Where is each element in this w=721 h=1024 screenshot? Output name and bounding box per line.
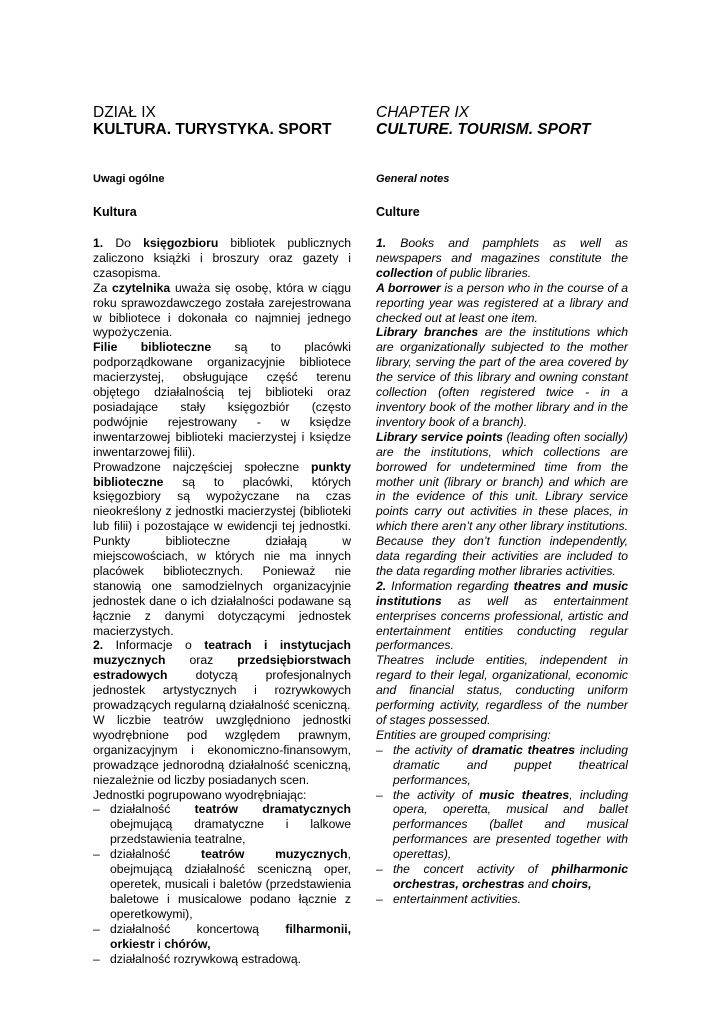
polish-body bbox=[93, 236, 351, 966]
chapter-title: KULTURA. TURYSTYKA. SPORT bbox=[93, 121, 332, 138]
general-notes-heading: Uwagi ogólne bbox=[93, 173, 165, 185]
polish-column bbox=[93, 104, 351, 138]
chapter-title: CULTURE. TOURISM. SPORT bbox=[376, 121, 591, 138]
list-item: – działalność teatrów dramatycznych obejmującą dramatyczne i lalkowe przedstawienia teatralne, bbox=[93, 802, 351, 847]
list-item: – the concert activity of philharmonic orchestras, orchestras and choirs, bbox=[376, 862, 628, 891]
list-item: – działalność koncertową filharmonii, orkiestr i chórów, bbox=[93, 921, 351, 951]
paragraph: A borrower is a person who in the course of a reporting year was registered at a library and checked out at least one item. bbox=[376, 280, 628, 325]
paragraph: 1. Do księgozbioru bibliotek publicznych zaliczono książki i broszury oraz gazety i czasopisma. bbox=[93, 236, 351, 280]
paragraph: Filie biblioteczne są to placówki podporządkowane organizacyjnie bibliotece macierzystej, obsługujące część terenu objętego działalnością tej biblioteki oraz posiadające stały księgozbiór (często podwójnie rejestrowany - w księdze inwentarzowej biblioteki macierzystej i księdze inwentarzowej filii). bbox=[93, 340, 351, 459]
section-heading: Kultura bbox=[93, 205, 137, 219]
paragraph: 2. Information regarding theatres and music institutions as well as entertainment enterprises concerns professional, artistic and entertainment entities conducting regular performances. bbox=[376, 578, 628, 653]
list-item: – the activity of music theatres, including opera, operetta, musical and ballet performances (ballet and musical performances are presented together with operettas), bbox=[376, 787, 628, 862]
paragraph: W liczbie teatrów uwzględniono jednostki wyodrębnione pod względem prawnym, organizacyjnym i ekonomiczno-finansowym, prowadzące jednorodną działalność sceniczną, niezależnie od liczby posiadanych scen. bbox=[93, 713, 351, 787]
paragraph: Prowadzone najczęściej społeczne punkty biblioteczne są to placówki, których księgozbiory są wypożyczane na czas nieokreślony z jednostki macierzystej (biblioteki lub filii) i pozostające w ewidencji tej jednostki. Punkty biblioteczne działają w miejscowościach, w których nie ma innych placówek bibliotecznych. Ponieważ nie stanowią one samodzielnych organizacyjnie jednostek dane o ich działalności podawane są łącznie z danymi dotyczącymi jednostek macierzystych. bbox=[93, 459, 351, 638]
paragraph: Jednostki pogrupowano wyodrębniając: bbox=[93, 787, 307, 802]
paragraph: 1. Books and pamphlets as well as newspapers and magazines constitute the collection of public libraries. bbox=[376, 236, 628, 280]
paragraph: Library branches are the institutions which are organizationally subjected to the mother library, serving the part of the area covered by the service of this library and owning constant collection (often registered twice - in a inventory book of the mother library and in the inventory book of a branch). bbox=[376, 325, 628, 429]
list-item: – działalność rozrywkową estradową. bbox=[93, 951, 302, 966]
paragraph: Theatres include entities, independent in regard to their legal, organizational, economic and financial status, conducting uniform performing activity, regardless of the number of stages possessed. bbox=[376, 653, 628, 727]
english-column bbox=[376, 104, 628, 138]
paragraph: 2. Informacje o teatrach i instytucjach muzycznych oraz przedsiębiorstwach estradowych dotyczą profesjonalnych jednostek artystycznych i rozrywkowych prowadzących regularną działalność sceniczną. bbox=[93, 638, 351, 713]
paragraph: Entities are grouped comprising: bbox=[376, 727, 551, 742]
general-notes-heading: General notes bbox=[376, 173, 450, 185]
list-item: – entertainment activities. bbox=[376, 891, 522, 906]
chapter-label: CHAPTER IX bbox=[376, 104, 470, 121]
paragraph: Za czytelnika uważa się osobę, która w ciągu roku sprawozdawczego została zarejestrowana w bibliotece i dokonała co najmniej jednego wypożyczenia. bbox=[93, 280, 352, 340]
paragraph: Library service points (leading often socially) are the institutions, which collections are borrowed for undetermined time from the mother unit (library or branch) and which are in the evidence of this unit. Library service points carry out activities in these places, in which there aren’t any other library institutions. Because they don’t function independently, data regarding their activities are included to the data regarding mother libraries activities. bbox=[376, 429, 628, 578]
section-heading: Culture bbox=[376, 205, 420, 219]
list-item: – the activity of dramatic theatres including dramatic and puppet theatrical performances, bbox=[376, 742, 628, 787]
english-body bbox=[376, 236, 628, 907]
list-item: – działalność teatrów muzycznych, obejmującą działalność sceniczną oper, operetek, musicali i baletów (przedstawienia baletowe i musicalowe podano łącznie z operetkowymi), bbox=[93, 847, 351, 921]
chapter-label: DZIAŁ IX bbox=[93, 104, 156, 121]
